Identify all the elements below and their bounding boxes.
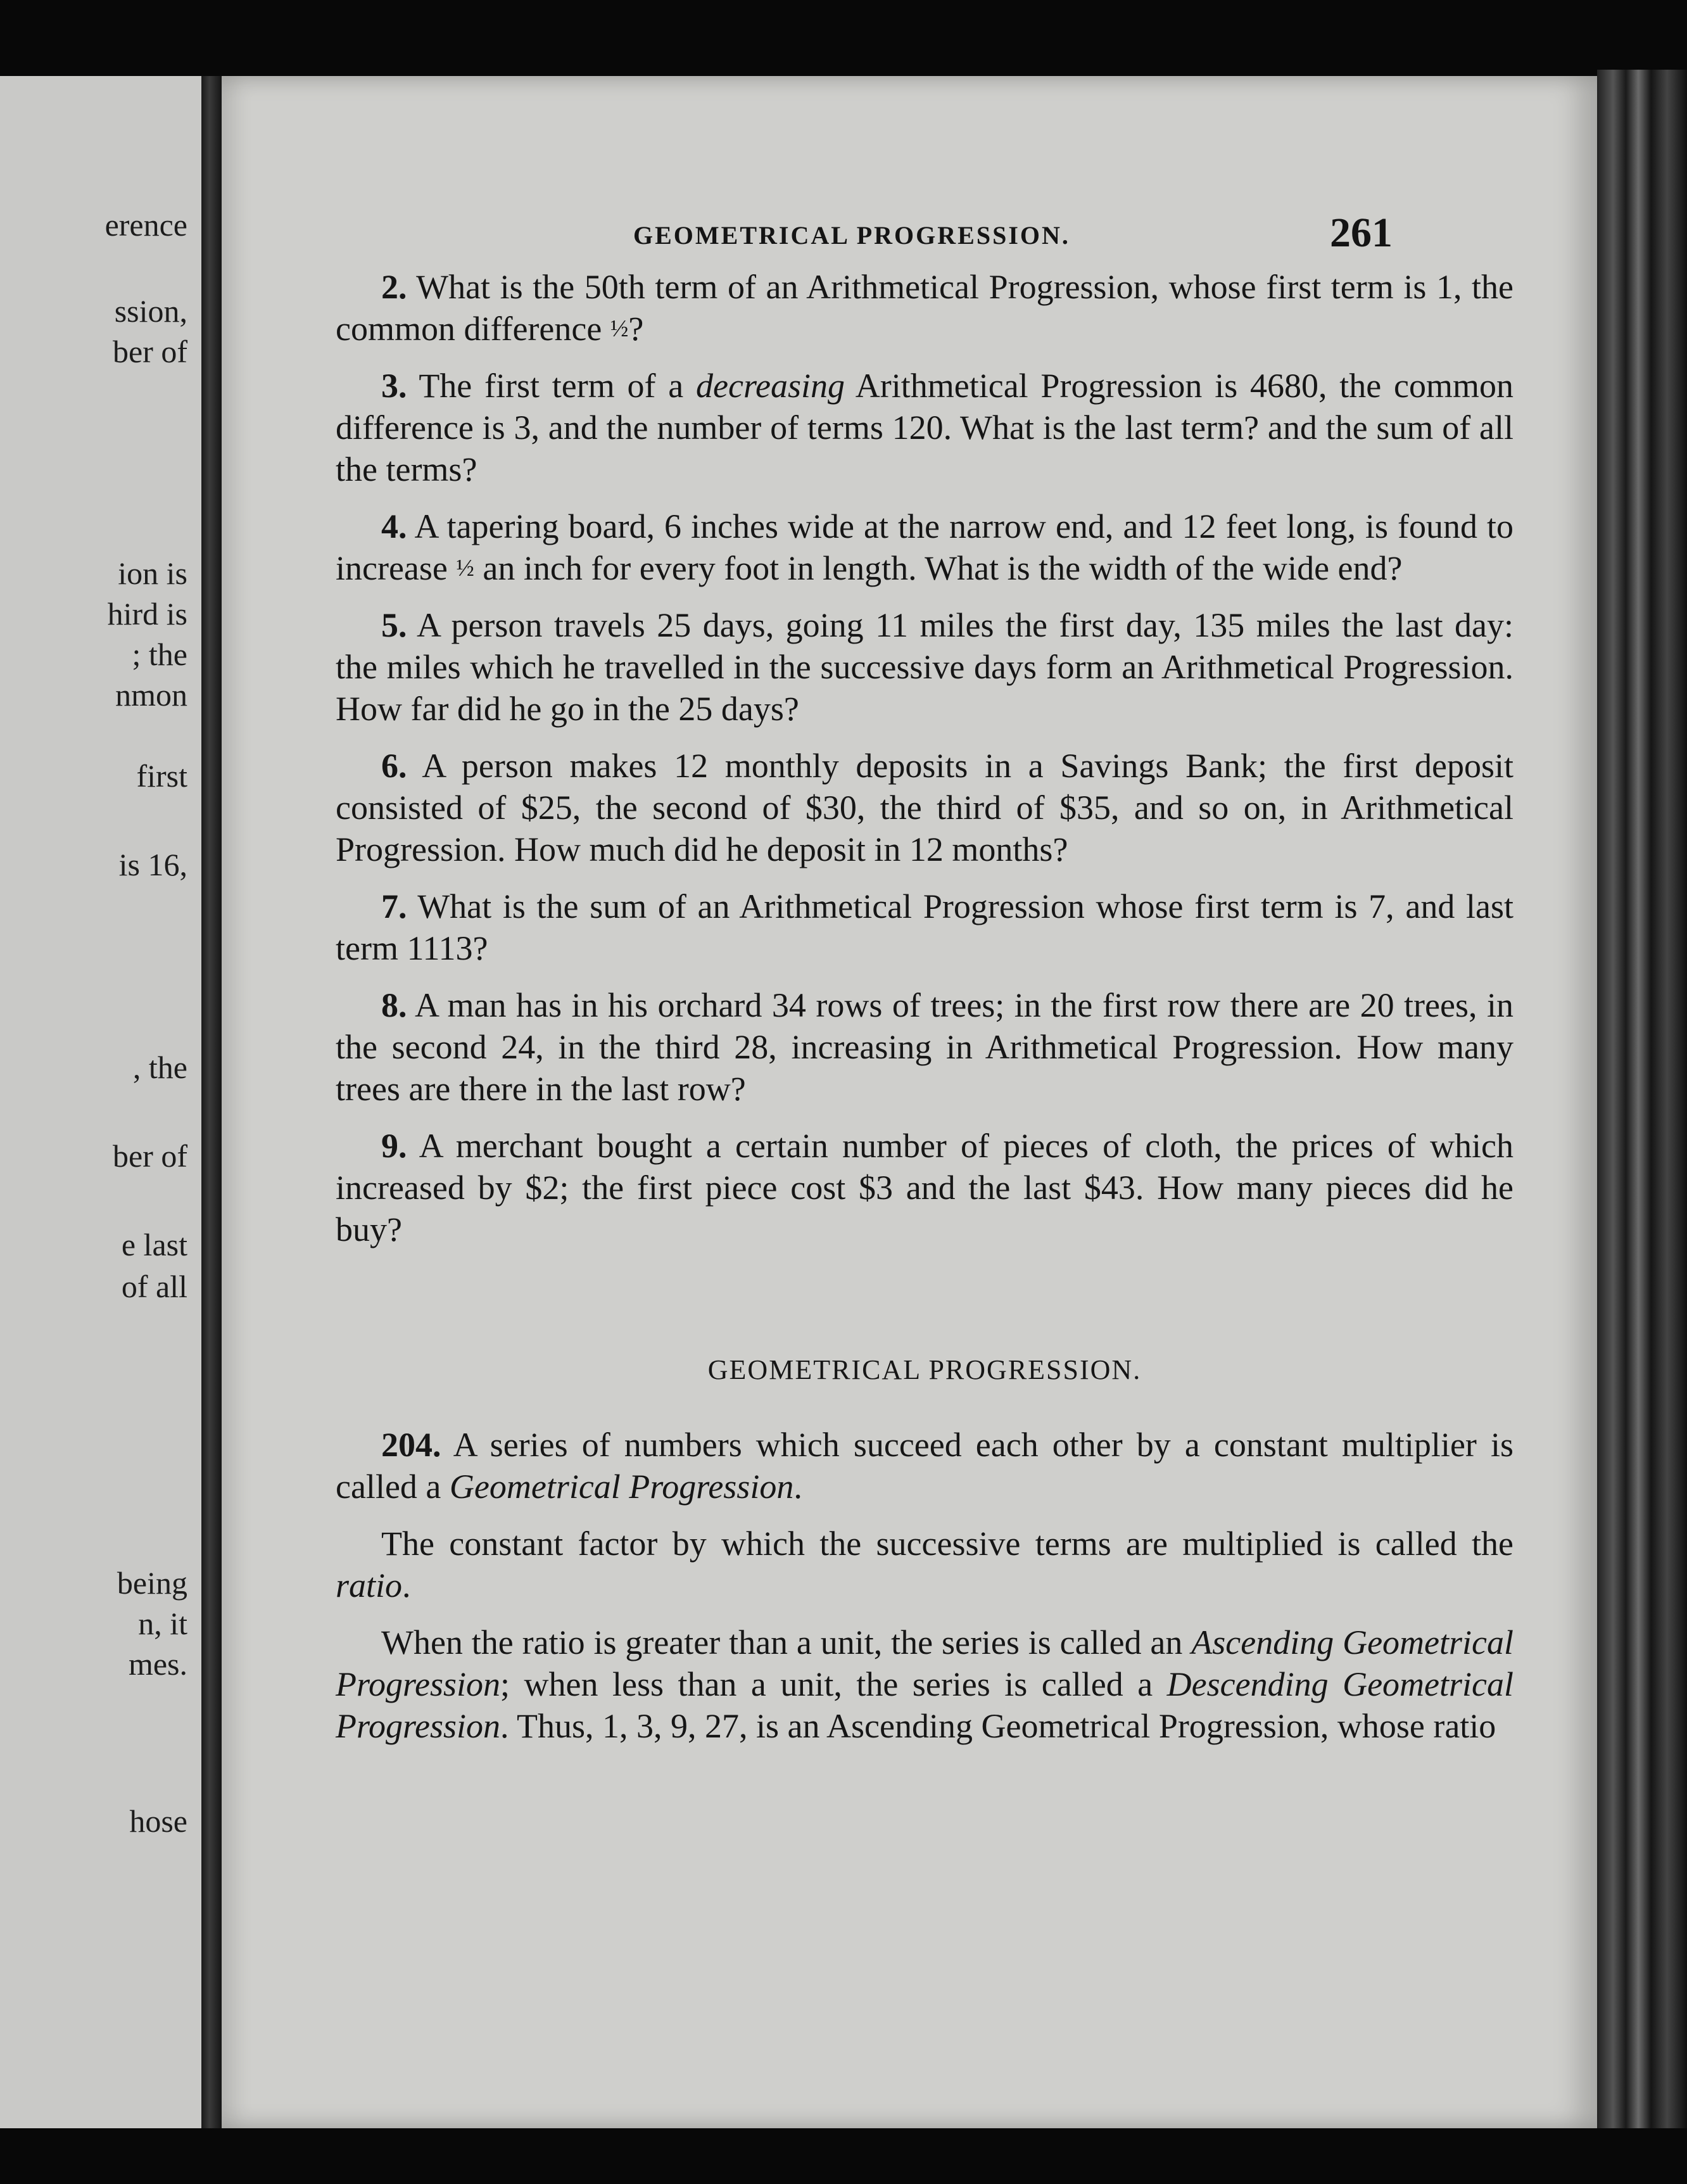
section-title: GEOMETRICAL PROGRESSION.: [707, 1354, 1142, 1385]
left-page-text-fragment: hird is: [107, 596, 187, 632]
left-page-text-fragment: of all: [121, 1269, 187, 1304]
left-page-text-fragment: ber of: [113, 334, 187, 369]
problem-3: 3. The first term of a decreasing Arithmetical Progression is 4680, the common difference is 3, and the number of terms 120. What is the last term? and the sum of all the terms?: [336, 367, 1513, 488]
left-page-text-fragment: hose: [129, 1803, 187, 1839]
book-page: [222, 76, 1597, 2128]
left-page-text-fragment: , the: [132, 1050, 187, 1085]
problem-7: 7. What is the sum of an Arithmetical Progression whose first term is 7, and last term 1113?: [336, 887, 1513, 967]
paragraph-ratio: The constant factor by which the successive terms are multiplied is called the ratio.: [336, 1525, 1513, 1604]
running-head-title: GEOMETRICAL PROGRESSION.: [633, 221, 1070, 250]
left-page-text-fragment: mes.: [128, 1646, 187, 1682]
left-page-text-fragment: ssion,: [114, 293, 187, 329]
left-page-text-fragment: ; the: [132, 637, 187, 672]
scan-border-top: [0, 0, 1687, 76]
book-gutter: [201, 76, 222, 2128]
running-head: [222, 209, 1597, 260]
left-page-text-fragment: n, it: [138, 1606, 187, 1641]
left-page-text-fragment: ber of: [113, 1138, 187, 1174]
left-page-text-fragment: nmon: [115, 677, 187, 713]
problem-9: 9. A merchant bought a certain number of pieces of cloth, the prices of which increased by $2; the first piece cost $3 and the last $43. How many pieces did he buy?: [336, 1127, 1513, 1248]
problem-4: 4. A tapering board, 6 inches wide at the narrow end, and 12 feet long, is found to increase ½ an inch for every foot in length. What is the width of the wide end?: [336, 507, 1513, 587]
left-page-text-fragment: being: [117, 1565, 187, 1601]
left-page-margin: [0, 76, 201, 2128]
paragraph-ascending: When the ratio is greater than a unit, the series is called an Ascending Geometrical Progression; when less than a unit, the series is called a Descending Geometrical Progression. Thus, 1, 3, 9, 27, is an Ascending Geometrical Progression, whose ratio: [336, 1623, 1514, 1745]
left-page-text-fragment: e last: [121, 1227, 187, 1262]
left-page-text-fragment: erence: [104, 207, 187, 243]
page-edges: [1597, 70, 1687, 2135]
page-body: [336, 266, 1513, 1762]
problem-6: 6. A person makes 12 monthly deposits in a Savings Bank; the first deposit consisted of $25, the second of $30, the third of $35, and so on, in Arithmetical Progression. How much did he deposit in 12 months?: [336, 747, 1513, 868]
problem-5: 5. A person travels 25 days, going 11 miles the first day, 135 miles the last day: the miles which he travelled in the successive days form an Arithmetical Progression. How far did he go in the 25 days?: [336, 606, 1513, 728]
scan-border-bottom: [0, 2128, 1687, 2184]
left-page-text-fragment: first: [136, 758, 187, 794]
left-page-text-fragment: ion is: [118, 556, 187, 591]
paragraph-204: 204. A series of numbers which succeed each other by a constant multiplier is called a Geometrical Progression.: [336, 1426, 1513, 1506]
problem-2: 2. What is the 50th term of an Arithmetical Progression, whose first term is 1, the common difference ½?: [336, 268, 1513, 348]
left-page-text-fragment: is 16,: [118, 847, 187, 882]
page-number: 261: [1330, 210, 1393, 256]
problem-8: 8. A man has in his orchard 34 rows of trees; in the first row there are 20 trees, in the second 24, in the third 28, increasing in Arithmetical Progression. How many trees are there in the last row?: [336, 986, 1513, 1108]
